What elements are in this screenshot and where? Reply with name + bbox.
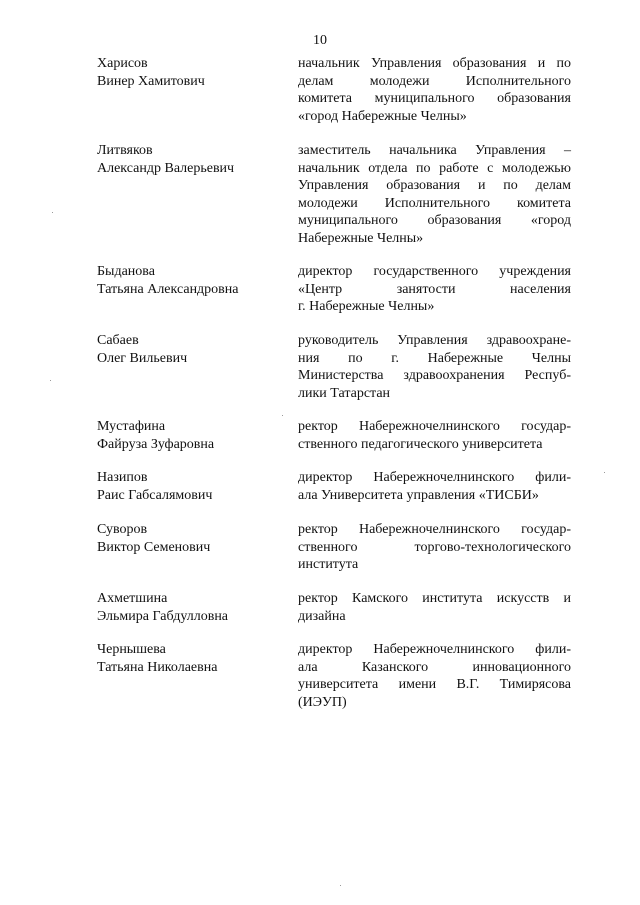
scan-speck — [340, 885, 341, 886]
person-given-names: Файруза Зуфаровна — [97, 436, 215, 452]
position-line: муниципального образования «город — [298, 213, 571, 228]
person-name — [97, 590, 277, 625]
person-position — [298, 418, 571, 453]
position-line: комитета муниципального образования — [298, 91, 571, 106]
position-line: ректор Набережночелнинского государ- — [298, 419, 571, 434]
position-line: ния по г. Набережные Челны — [298, 350, 571, 366]
person-given-names: Александр Валерьевич — [97, 160, 235, 176]
scan-speck — [282, 415, 283, 416]
position-line: заместитель начальника Управления – — [298, 143, 571, 158]
position-line: Министерства здравоохранения Респуб- — [298, 368, 571, 383]
scan-speck — [52, 212, 53, 213]
position-line: Набережные Челны» — [298, 230, 424, 246]
person-name — [97, 418, 277, 453]
position-line: института — [298, 557, 359, 572]
person-name — [97, 641, 277, 676]
person-surname: Быданова — [97, 264, 155, 279]
position-line: (ИЭУП) — [298, 694, 347, 710]
position-line: молодежи Исполнительного комитета — [298, 195, 571, 211]
person-position — [298, 521, 571, 574]
person-name — [97, 332, 277, 367]
position-line: «Центр занятости населения — [298, 281, 571, 297]
person-name — [97, 142, 277, 177]
position-line: г. Набережные Челны» — [298, 299, 435, 314]
position-line: лики Татарстан — [298, 385, 391, 401]
person-given-names: Раис Габсалямович — [97, 487, 213, 503]
position-line: директор Набережночелнинского фили- — [298, 642, 571, 657]
person-position — [298, 469, 571, 504]
position-line: начальник отдела по работе с молодежью — [298, 160, 571, 176]
person-position — [298, 641, 571, 711]
position-line: ала Университета управления «ТИСБИ» — [298, 487, 539, 503]
person-position — [298, 142, 571, 247]
person-name — [97, 521, 277, 556]
person-name — [97, 55, 277, 90]
position-line: ственного торгово-технологического — [298, 539, 571, 555]
person-given-names: Винер Хамитович — [97, 73, 205, 89]
person-position — [298, 263, 571, 316]
person-given-names: Татьяна Николаевна — [97, 659, 218, 675]
position-line: Управления образования и по делам — [298, 178, 571, 193]
person-surname: Чернышева — [97, 642, 166, 657]
person-given-names: Олег Вильевич — [97, 350, 188, 366]
person-position — [298, 332, 571, 402]
position-line: ала Казанского инновационного — [298, 659, 571, 675]
position-line: делам молодежи Исполнительного — [298, 73, 571, 89]
scan-speck — [50, 380, 51, 381]
person-position — [298, 55, 571, 125]
person-surname: Сабаев — [97, 333, 139, 348]
position-line: «город Набережные Челны» — [298, 108, 467, 124]
person-surname: Литвяков — [97, 143, 153, 158]
person-surname: Харисов — [97, 56, 148, 71]
person-surname: Суворов — [97, 522, 148, 537]
position-line: ректор Камского института искусств и — [298, 591, 571, 606]
person-surname: Назипов — [97, 470, 148, 485]
position-line: университета имени В.Г. Тимирясова — [298, 677, 571, 692]
person-given-names: Эльмира Габдулловна — [97, 608, 229, 624]
person-name — [97, 469, 277, 504]
person-position — [298, 590, 571, 625]
position-line: начальник Управления образования и по — [298, 56, 571, 71]
scan-speck — [604, 472, 605, 473]
page-number: 10 — [313, 33, 327, 48]
person-given-names: Татьяна Александровна — [97, 281, 239, 297]
position-line: дизайна — [298, 608, 346, 624]
person-name — [97, 263, 277, 298]
position-line: руководитель Управления здравоохране- — [298, 333, 571, 348]
person-surname: Ахметшина — [97, 591, 168, 606]
position-line: директор государственного учреждения — [298, 264, 571, 279]
position-line: ректор Набережночелнинского государ- — [298, 522, 571, 537]
position-line: директор Набережночелнинского фили- — [298, 470, 571, 485]
person-surname: Мустафина — [97, 419, 166, 434]
person-given-names: Виктор Семенович — [97, 539, 211, 555]
position-line: ственного педагогического университета — [298, 436, 543, 452]
